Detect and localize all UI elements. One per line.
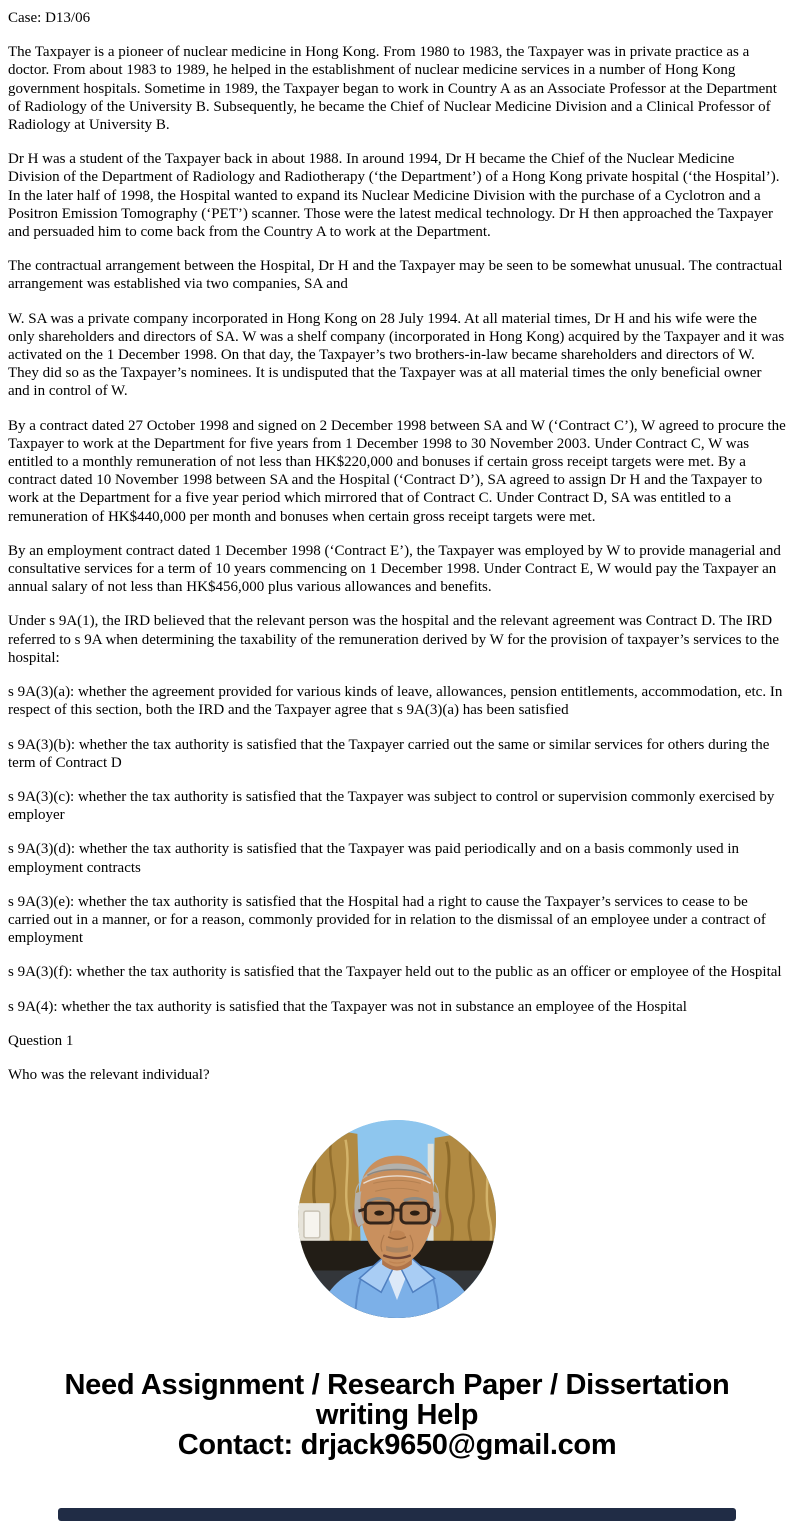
case-label: Case: D13/06: [8, 10, 91, 26]
portrait-photo: [298, 1120, 496, 1318]
contact-email-text: Contact: drjack9650@gmail.com: [177, 1429, 617, 1462]
paragraph-background-taxpayer: The Taxpayer is a pioneer of nuclear medicine in Hong Kong. From 1980 to 1983, the Taxpayer was in private practice as a doctor. From about 1983 to 1989, he helped in the establishment of nuclear medicine services in a number of Hong Kong government hospitals. Sometime in 1989, the Taxpayer began to work in Country A as an Associate Professor at the Department of Radiology of the University B. Subsequently, he became the Chief of Nuclear Medicine Division and a Clinical Professor of Radiology at University B.: [8, 44, 777, 134]
paragraph-s9a3f: s 9A(3)(f): whether the tax authority is satisfied that the Taxpayer held out to the public as an officer or employee of the Hospital: [8, 964, 782, 981]
paragraph-s9a3d: s 9A(3)(d): whether the tax authority is satisfied that the Taxpayer was paid periodically and on a basis commonly used in employment contracts: [8, 841, 739, 876]
paragraph-dr-h: Dr H was a student of the Taxpayer back in about 1988. In around 1994, Dr H became the Chief of the Nuclear Medicine Division of the Department of Radiology and Radiotherapy (‘the Department’) of a Hong Kong private hospital (‘the Hospital’). In the later half of 1998, the Hospital wanted to expand its Nuclear Medicine Division with the purchase of a Cyclotron and a Positron Emission Tomography (‘PET’) scanner. Those were the latest medical technology. Dr H then approached the Taxpayer and persuaded him to come back from the Country A to work at the Department.: [8, 151, 780, 241]
question-label: Question 1: [8, 1032, 74, 1049]
eye-left: [374, 1211, 384, 1216]
paragraph-s9a3c: s 9A(3)(c): whether the tax authority is satisfied that the Taxpayer was subject to control or supervision commonly exercised by employer: [8, 788, 775, 824]
bottom-bar: [58, 1508, 736, 1521]
portrait-illustration: [298, 1120, 496, 1318]
paragraph-s9a1: Under s 9A(1), the IRD believed that the relevant person was the hospital and the relevant agreement was Contract D. The IRD referred to s 9A when determining the taxability of the remuneration derived by W for the provision of taxpayer’s services to the hospital:: [8, 613, 780, 666]
paragraph-s9a4: s 9A(4): whether the tax authority is satisfied that the Taxpayer was not in substance an employee of the Hospital: [8, 998, 687, 1015]
paragraph-contractual-arrangement: The contractual arrangement between the Hospital, Dr H and the Taxpayer may be seen to be somewhat unusual. The contractual arrangement was established via two companies, SA and: [8, 258, 783, 293]
paragraph-contracts-c-d: By a contract dated 27 October 1998 and signed on 2 December 1998 between SA and W (‘Contract C’), W agreed to procure the Taxpayer to work at the Department for five years from 1 December 1998 to 30 November 2003. Under Contract C, W was entitled to a monthly remuneration of not less than HK$220,000 and bonuses if certain gross receipt targets were met. By a contract dated 10 November 1998 between SA and the Hospital (‘Contract D’), SA agreed to assign Dr H and the Taxpayer to work at the Department for a five year period which mirrored that of Contract C. Under Contract D, SA was entitled to a remuneration of HK$440,000 per month and bonuses when certain gross receipt targets were met.: [8, 417, 786, 525]
paragraph-contract-e: By an employment contract dated 1 December 1998 (‘Contract E’), the Taxpayer was employed by W to provide managerial and consultative services for a term of 10 years commencing on 1 December 1998. Under Contract E, W would pay the Taxpayer an annual salary of not less than HK$456,000 plus various allowances and benefits.: [8, 542, 781, 596]
promo-text: Need Assignment / Research Paper / Dissertation writing Help: [64, 1369, 730, 1432]
paragraph-s9a3e: s 9A(3)(e): whether the tax authority is satisfied that the Hospital had a right to cause the Taxpayer’s services to cease to be carried out in a manner, or for a reason, commonly provided for in relation to the dismissal of an employee under a contract of employment: [8, 893, 766, 947]
paragraph-s9a3b: s 9A(3)(b): whether the tax authority is satisfied that the Taxpayer carried out the same or similar services for others during the term of Contract D: [8, 736, 770, 771]
eye-right: [410, 1211, 420, 1216]
switch-plate: [304, 1211, 320, 1238]
promo-footer: [0, 1370, 794, 1460]
paragraph-s9a3a: s 9A(3)(a): whether the agreement provided for various kinds of leave, allowances, pension entitlements, accommodation, etc. In respect of this section, both the IRD and the Taxpayer agree that s 9A(3)(a) has been satisfied: [8, 684, 783, 719]
paragraph-companies-sa-w: W. SA was a private company incorporated in Hong Kong on 28 July 1994. At all material times, Dr H and his wife were the only shareholders and directors of SA. W was a shelf company (incorporated in Hong Kong) acquired by the Taxpayer and it was activated on the 1 December 1998. On that day, the Taxpayer’s two brothers-in-law became shareholders and directors of W. They did so as the Taxpayer’s nominees. It is undisputed that the Taxpayer was at all material times the only beneficial owner and in control of W.: [8, 310, 785, 400]
question-text: Who was the relevant individual?: [8, 1066, 210, 1083]
